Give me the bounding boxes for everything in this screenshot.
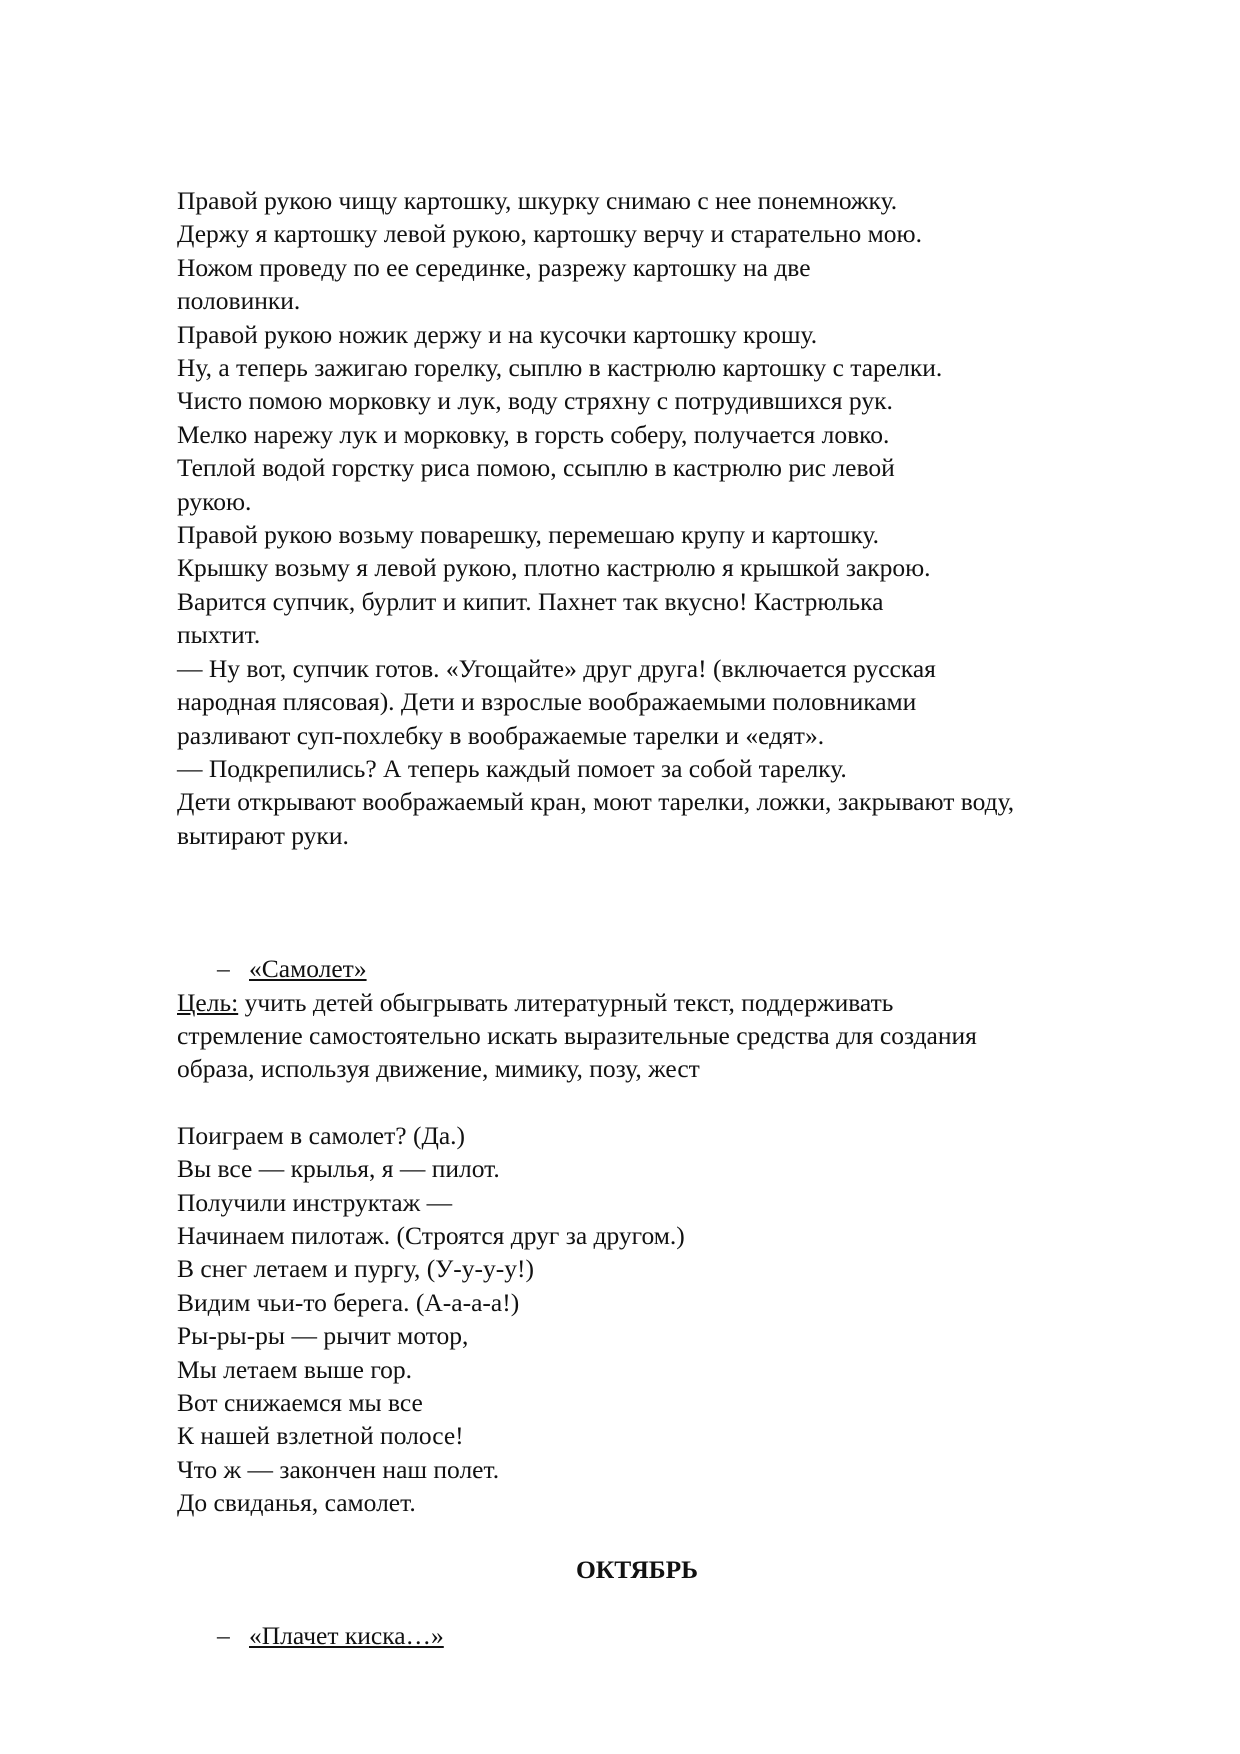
poem-line: Вы все — крылья, я — пилот. — [177, 1154, 500, 1184]
list-dash: – — [217, 1621, 230, 1651]
text-line: Ножом проведу по ее серединке, разрежу картошку на две — [177, 252, 811, 282]
text-line: вытирают руки. — [177, 820, 349, 850]
poem-line: Мы летаем выше гор. — [177, 1354, 413, 1384]
text-line: — Ну вот, супчик готов. «Угощайте» друг друга! (включается русская — [177, 653, 936, 683]
poem-line: Что ж — закончен наш полет. — [177, 1454, 500, 1484]
text-line: Варится супчик, бурлит и кипит. Пахнет так вкусно! Кастрюлька — [177, 586, 884, 616]
recipe-text — [177, 184, 1157, 852]
text-line: Крышку возьму я левой рукою, плотно кастрюлю я крышкой закрою. — [177, 553, 931, 583]
text-line: — Подкрепились? А теперь каждый помоет за собой тарелку. — [177, 753, 847, 783]
poem-line: Получили инструктаж — — [177, 1187, 453, 1217]
document-page — [177, 184, 1157, 1652]
game-airplane-section — [177, 952, 1157, 1520]
poem-line: К нашей взлетной полосе! — [177, 1421, 464, 1451]
month-heading: ОКТЯБРЬ — [575, 1554, 699, 1584]
text-line: Мелко нарежу лук и морковку, в горсть соберу, получается ловко. — [177, 419, 890, 449]
text-line: народная плясовая). Дети и взрослые воображаемыми половниками — [177, 687, 917, 717]
goal-label: Цель: — [177, 987, 239, 1017]
poem-line: Ры-ры-ры — рычит мотор, — [177, 1321, 469, 1351]
game-title-item — [177, 1619, 1157, 1652]
goal-text: учить детей обыгрывать литературный текст, поддерживать — [238, 987, 894, 1017]
goal-line: стремление самостоятельно искать выразительные средства для создания — [177, 1020, 977, 1050]
poem-line: Поиграем в самолет? (Да.) — [177, 1120, 466, 1150]
game-title-item — [177, 952, 1157, 985]
poem-line: Начинаем пилотаж. (Строятся друг за другом.) — [177, 1220, 685, 1250]
text-line: Чисто помою морковку и лук, воду стряхну с потрудившихся рук. — [177, 386, 893, 416]
text-line: рукою. — [177, 486, 252, 516]
text-line: половинки. — [177, 286, 301, 316]
game-title: «Плачет киска…» — [249, 1621, 444, 1651]
text-line: Ну, а теперь зажигаю горелку, сыплю в кастрюлю картошку с тарелки. — [177, 353, 943, 383]
text-line: Держу я картошку левой рукою, картошку верчу и старательно мою. — [177, 219, 922, 249]
poem-line: Видим чьи-то берега. (А-а-а-а!) — [177, 1287, 520, 1317]
text-line: разливают суп-похлебку в воображаемые тарелки и «едят». — [177, 720, 825, 750]
game-title: «Самолет» — [249, 954, 367, 984]
poem-line: В снег летаем и пургу, (У-у-у-у!) — [177, 1254, 534, 1284]
text-line: Правой рукою возьму поварешку, перемешаю крупу и картошку. — [177, 520, 879, 550]
text-line: Правой рукою ножик держу и на кусочки картошку крошу. — [177, 319, 818, 349]
text-line: Теплой водой горстку риса помою, ссыплю в кастрюлю рис левой — [177, 453, 895, 483]
poem-line: До свиданья, самолет. — [177, 1488, 416, 1518]
text-line: пыхтит. — [177, 620, 261, 650]
poem-line: Вот снижаемся мы все — [177, 1388, 423, 1417]
list-dash: – — [217, 954, 230, 984]
poem — [177, 1119, 1157, 1520]
text-line: Дети открывают воображаемый кран, моют тарелки, ложки, закрывают воду, — [177, 787, 1015, 817]
text-line: Правой рукою чищу картошку, шкурку снимаю с нее понемножку. — [177, 186, 898, 215]
goal-line: образа, используя движение, мимику, позу, жест — [177, 1054, 700, 1084]
goal-line — [177, 986, 1157, 1019]
